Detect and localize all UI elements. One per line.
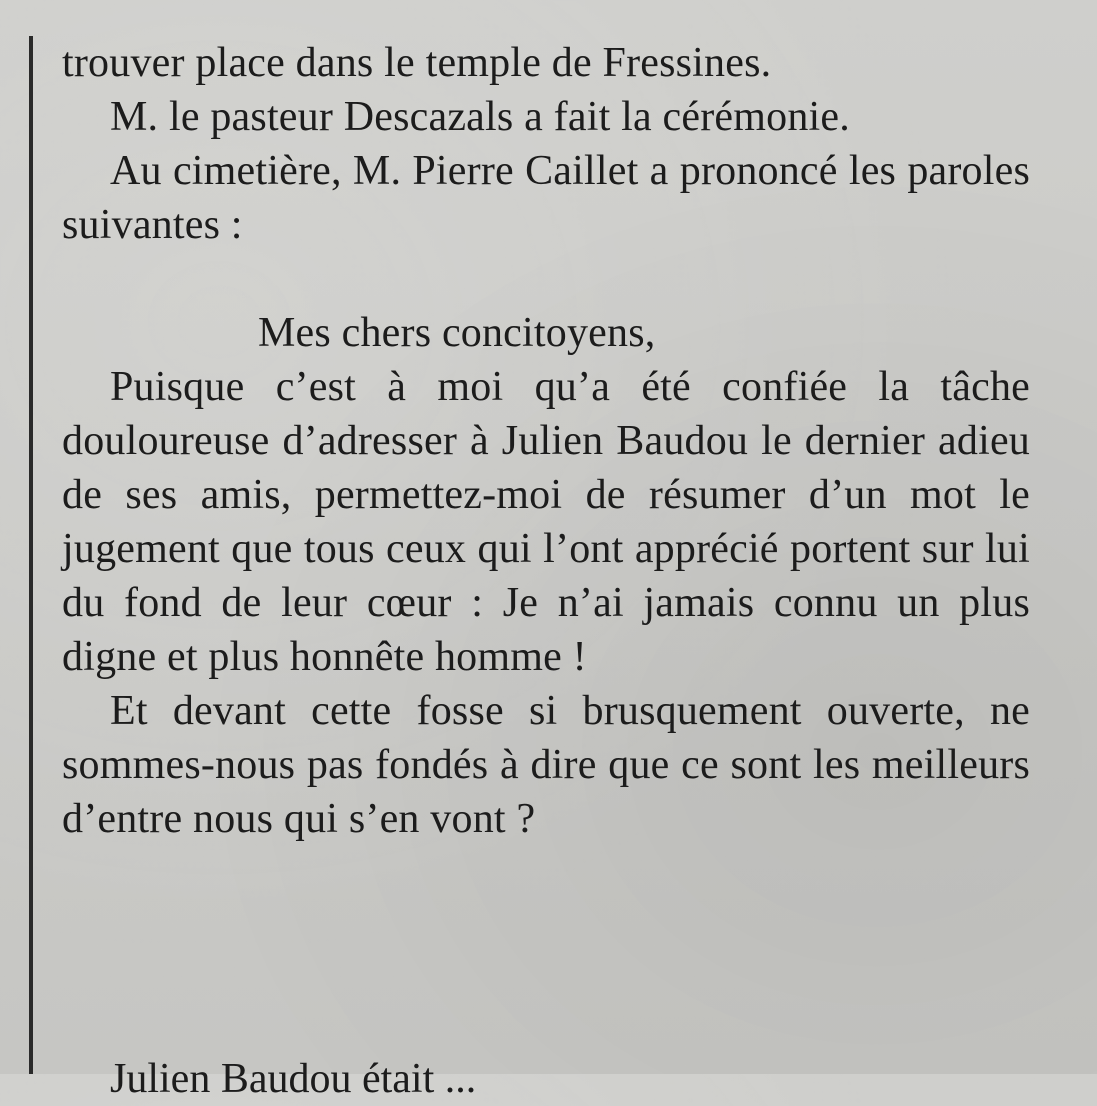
salutation: Mes chers concitoyens, bbox=[258, 310, 656, 356]
article-column bbox=[62, 36, 1030, 846]
paragraph-4: Puisque c’est à moi qu’a été confiée la tâche douloureuse d’adresser à Julien Baudou le dernier adieu de ses amis, permettez-moi de résumer d’un mot le jugement que tous ceux qui l’ont apprécié portent sur lui du fond de leur cœur : Je n’ai jamais connu un plus digne et plus honnête homme ! bbox=[62, 364, 1030, 680]
paragraph-3: Au cimetière, M. Pierre Caillet a prononcé les paroles suivantes : bbox=[62, 148, 1030, 248]
paragraph-5: Et devant cette fosse si brusquement ouverte, ne sommes-nous pas fondés à dire que ce sont les meilleurs d’entre nous qui s’en vont ? bbox=[62, 688, 1030, 842]
cutoff-line-text: Julien Baudou était ... bbox=[110, 1056, 477, 1102]
paragraph-1: trouver place dans le temple de Fressines. bbox=[62, 40, 772, 86]
paragraph-2: M. le pasteur Descazals a fait la cérémonie. bbox=[110, 94, 850, 140]
cutoff-line bbox=[62, 1052, 1030, 1102]
column-rule bbox=[29, 36, 33, 1074]
